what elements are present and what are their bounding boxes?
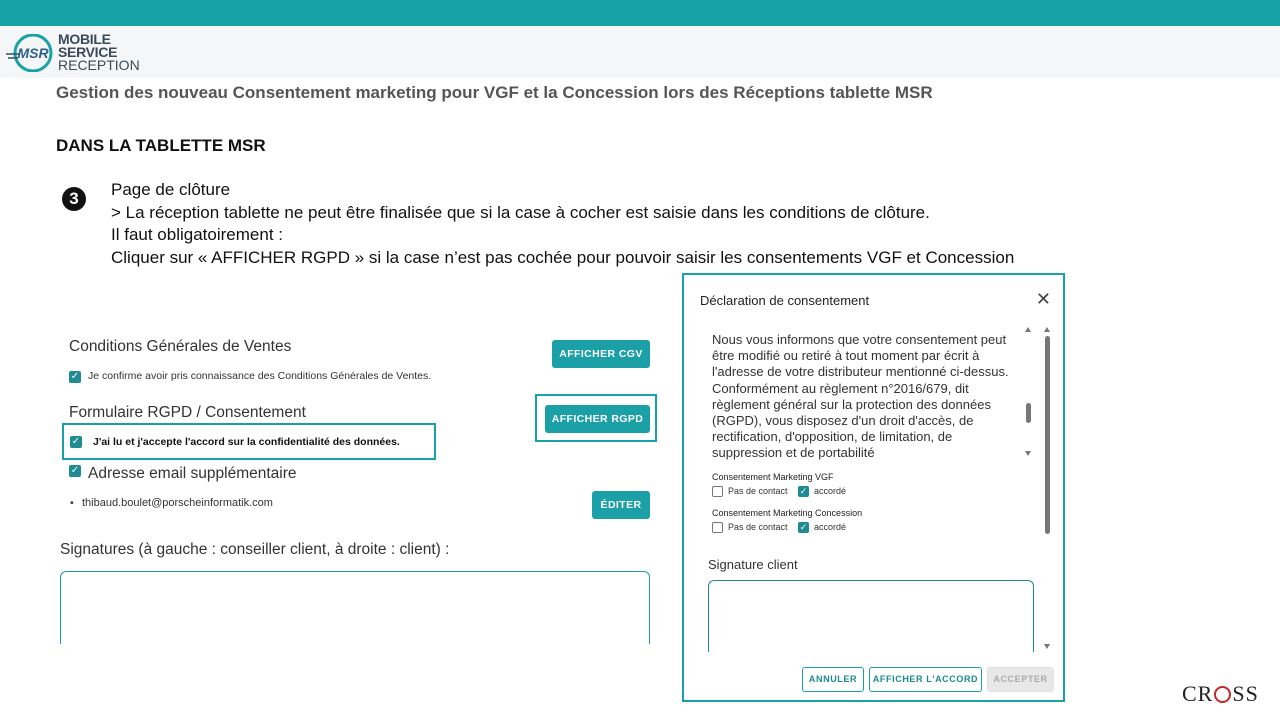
consent-dialog: [682, 273, 1065, 702]
extra-email-checkbox[interactable]: ✓: [70, 465, 80, 476]
concession-no-contact-checkbox[interactable]: [712, 522, 723, 533]
show-cgv-button[interactable]: AFFICHER CGV: [552, 340, 650, 368]
scroll-up-arrow-icon[interactable]: [1044, 327, 1050, 332]
show-agreement-button[interactable]: AFFICHER L'ACCORD: [869, 667, 982, 692]
concession-granted-checkbox[interactable]: ✓: [799, 522, 808, 532]
vgf-no-contact-checkbox[interactable]: [712, 486, 723, 497]
concession-granted-label: accordé: [814, 522, 847, 532]
cancel-button[interactable]: ANNULER: [802, 667, 864, 692]
logo-line-3: RECEPTION: [58, 57, 140, 73]
inner-scrollbar[interactable]: [1025, 327, 1033, 457]
rgpd-accept-text: J'ai lu et j'accepte l'accord sur la confidentialité des données.: [93, 436, 400, 448]
rgpd-label: Formulaire RGPD / Consentement: [69, 404, 306, 421]
vgf-consent-heading: Consentement Marketing VGF: [712, 472, 834, 482]
instruction-line: Cliquer sur « AFFICHER RGPD » si la case n’est pas cochée pour pouvoir saisir les consentements VGF et Concession: [111, 247, 1015, 267]
logo-line-2: SERVICE: [58, 44, 118, 60]
cross-logo: [1182, 681, 1259, 707]
inner-scroll-thumb[interactable]: [1026, 403, 1031, 423]
step-number-badge: 3: [62, 187, 86, 211]
concession-no-contact-label: Pas de contact: [728, 522, 788, 532]
logo-line-1: MOBILE: [58, 31, 111, 47]
crop-edge: [40, 644, 680, 664]
instruction-line: > La réception tablette ne peut être finalisée que si la case à cocher est saisie dans les conditions de clôture.: [111, 202, 930, 222]
top-bar: [0, 0, 1280, 26]
cross-logo-o-mark: [1214, 686, 1231, 703]
msr-logo-mark-text: MSR: [17, 45, 49, 61]
advisor-signature-pad[interactable]: [60, 571, 650, 651]
section-heading: DANS LA TABLETTE MSR: [56, 136, 266, 155]
msr-logo-words: [58, 33, 140, 72]
msr-logo: [6, 30, 146, 76]
show-rgpd-button[interactable]: AFFICHER RGPD: [545, 405, 650, 433]
vgf-granted-label: accordé: [814, 486, 847, 496]
cgv-label: Conditions Générales de Ventes: [69, 338, 292, 355]
dialog-scrollbar[interactable]: [1044, 327, 1052, 652]
dialog-scroll-thumb[interactable]: [1045, 336, 1050, 534]
client-signature-pad[interactable]: [708, 580, 1034, 652]
step-instructions: [111, 179, 1014, 269]
cgv-confirm-text: Je confirme avoir pris connaissance des Conditions Générales de Ventes.: [88, 370, 432, 382]
consent-body-text: Nous vous informons que votre consentement peut être modifié ou retiré à tout moment par écrit à l'adresse de votre distributeur mentionné ci-dessus. Conformément au règlement n°2016/679, dit règlement général sur la protection des données (RGPD), vous disposez d'un droit d'accès, de rectification, d'opposition, de limitation, de suppression et de portabilité: [712, 332, 1009, 460]
accept-button[interactable]: ACCEPTER: [987, 667, 1054, 692]
instruction-line: Il faut obligatoirement :: [111, 225, 283, 244]
cross-logo-left: CR: [1182, 681, 1214, 706]
email-bullet: •: [70, 497, 74, 509]
cross-logo-right: SS: [1232, 681, 1259, 706]
concession-consent-heading: Consentement Marketing Concession: [712, 508, 863, 518]
vgf-no-contact-label: Pas de contact: [728, 486, 788, 496]
client-signature-label: Signature client: [708, 557, 798, 572]
cgv-confirm-checkbox[interactable]: ✓: [70, 371, 80, 382]
msr-logo-mark: [6, 34, 60, 72]
dialog-title: Déclaration de consentement: [700, 293, 870, 308]
close-icon[interactable]: ✕: [1035, 289, 1051, 309]
email-value: thibaud.boulet@porscheinformatik.com: [82, 497, 273, 509]
signatures-label: Signatures (à gauche : conseiller client, à droite : client) :: [60, 541, 450, 558]
header-band: [0, 26, 1280, 78]
edit-email-button[interactable]: ÉDITER: [592, 491, 650, 519]
rgpd-accept-checkbox[interactable]: ✓: [71, 436, 81, 447]
extra-email-label: Adresse email supplémentaire: [88, 465, 297, 482]
slide-title: Gestion des nouveau Consentement marketing pour VGF et la Concession lors des Réceptions tablette MSR: [56, 83, 933, 102]
instruction-line: Page de clôture: [111, 180, 231, 199]
scroll-down-arrow-icon[interactable]: [1025, 451, 1031, 456]
scroll-up-arrow-icon[interactable]: [1025, 327, 1031, 332]
scroll-down-arrow-icon[interactable]: [1044, 644, 1050, 649]
vgf-granted-checkbox[interactable]: ✓: [799, 486, 808, 496]
